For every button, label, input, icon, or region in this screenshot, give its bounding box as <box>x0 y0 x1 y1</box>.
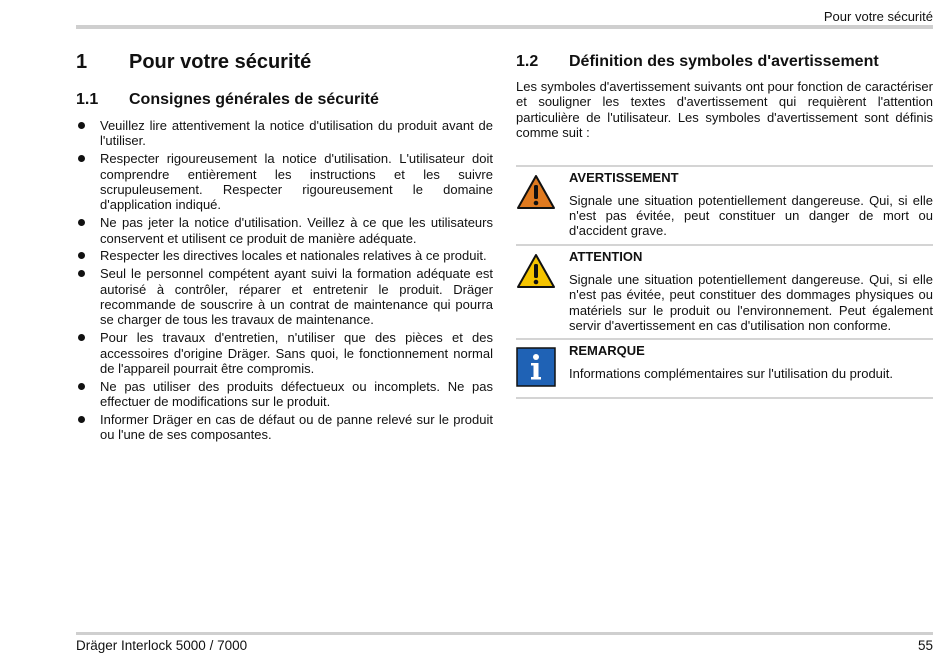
bullet-icon <box>78 270 85 277</box>
warning-description: Signale une situation potentiellement dangereuse. Qui, si elle n'est pas évitée, peut constituer un danger de mort ou d'accident grave. <box>569 192 933 239</box>
list-item: Ne pas utiliser des produits défectueux ou incomplets. Ne pas effectuer de modifications sur le produit. <box>76 379 493 410</box>
running-header: Pour votre sécurité <box>823 9 933 24</box>
list-item: Informer Dräger en cas de défaut ou de panne relevé sur le produit ou l'une de ses composantes. <box>76 412 493 443</box>
warning-title: REMARQUE <box>569 343 645 359</box>
intro-paragraph: Les symboles d'avertissement suivants ont pour fonction de caractériser et souligner les textes d'avertissement qui requièrent l'attention particulière de l'utilisateur. Les symboles d'avertissement sont définis comme suit : <box>516 79 933 141</box>
header-rule <box>76 25 933 29</box>
chapter-heading <box>76 50 493 74</box>
list-item: Respecter les directives locales et nationales relatives à ce produit. <box>76 248 493 263</box>
chapter-title: Pour votre sécurité <box>129 51 312 73</box>
bullet-icon <box>78 219 85 226</box>
section-title: Définition des symboles d'avertissement <box>569 53 879 70</box>
bullet-icon <box>78 334 85 341</box>
warning-description: Informations complémentaires sur l'utilisation du produit. <box>569 366 894 382</box>
section-heading-1-2 <box>516 52 933 72</box>
bullet-icon <box>78 155 85 162</box>
list-item: Seul le personnel compétent ayant suivi la formation adéquate est autorisé à contrôler, réparer et entretenir le produit. Dräger recommande de souscrire à un contrat de maintenance qui pourra se charger de tous les travaux de maintenance. <box>76 266 493 328</box>
section-title: Consignes générales de sécurité <box>129 91 379 108</box>
chapter-number: 1 <box>76 51 88 73</box>
warning-triangle-yellow-icon <box>516 253 556 289</box>
footer-rule <box>76 632 933 635</box>
section-heading-1-1 <box>76 90 493 110</box>
warning-symbols-table <box>516 165 933 400</box>
bullet-icon <box>78 416 85 423</box>
list-item: Veuillez lire attentivement la notice d'utilisation du produit avant de l'utiliser. <box>76 118 493 149</box>
warning-description: Signale une situation potentiellement dangereuse. Qui, si elle n'est pas évitée, peut constituer des dommages physiques ou matériels sur le produit ou l'environnement. Peut également servir d'avertissement en cas d'utilisation non conforme. <box>569 271 933 334</box>
list-item: Pour les travaux d'entretien, n'utiliser que des pièces et des accessoires d'origine Dräger. Sans quoi, le fonctionnement normal de l'appareil pourrait être compromis. <box>76 330 493 376</box>
page-number: 55 <box>917 638 933 653</box>
warning-row-attention <box>516 246 933 341</box>
bullet-icon <box>78 383 85 390</box>
warning-title: ATTENTION <box>569 248 643 264</box>
list-item: Respecter rigoureusement la notice d'utilisation. L'utilisateur doit comprendre entièrement les instructions et les suivre scrupuleusement. Respecter rigoureusement le domaine d'application indiqué. <box>76 151 493 213</box>
info-square-icon <box>516 347 556 387</box>
warning-row-remarque <box>516 340 933 399</box>
footer-product: Dräger Interlock 5000 / 7000 <box>76 638 248 653</box>
bullet-icon <box>78 252 85 259</box>
warning-triangle-orange-icon <box>516 174 556 210</box>
section-number: 1.1 <box>76 91 99 108</box>
bullet-icon <box>78 122 85 129</box>
warning-title: AVERTISSEMENT <box>569 169 679 185</box>
right-column <box>516 50 933 399</box>
section-number: 1.2 <box>516 53 539 70</box>
warning-row-avertissement <box>516 167 933 246</box>
list-item: Ne pas jeter la notice d'utilisation. Veillez à ce que les utilisateurs conservent et utilisent ce produit de manière adéquate. <box>76 215 493 246</box>
safety-bullet-list <box>76 118 493 443</box>
left-column <box>76 50 493 445</box>
